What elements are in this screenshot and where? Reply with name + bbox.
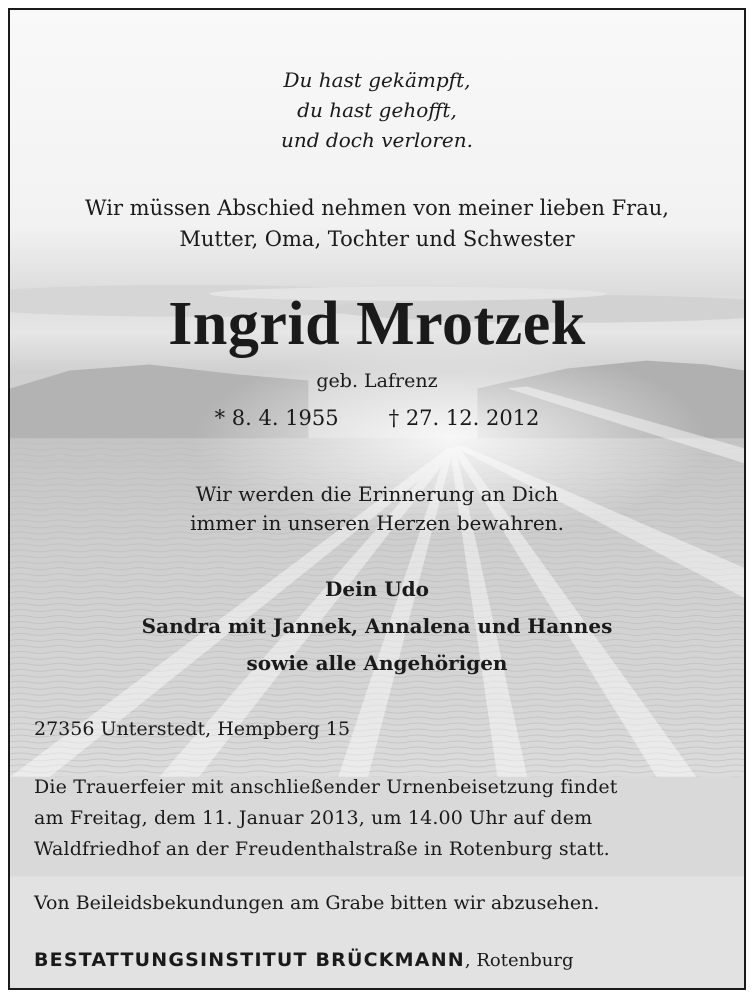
undertaker <box>34 943 573 979</box>
mourner-line: Dein Udo <box>325 577 429 601</box>
born-name: geb. Lafrenz <box>316 370 438 392</box>
undertaker-place: , Rotenburg <box>464 950 574 971</box>
address: 27356 Unterstedt, Hempberg 15 <box>34 718 351 740</box>
verse <box>10 65 744 155</box>
verse-line: und doch verloren. <box>281 128 473 152</box>
intro-line: Mutter, Oma, Tochter und Schwester <box>179 227 575 251</box>
death-date: † 27. 12. 2012 <box>388 406 540 430</box>
life-dates <box>10 403 744 433</box>
deceased-name: Ingrid Mrotzek <box>168 290 586 358</box>
memory-line: immer in unseren Herzen bewahren. <box>190 511 564 535</box>
ceremony-line: am Freitag, dem 11. Januar 2013, um 14.00 Uhr auf dem <box>34 807 593 829</box>
intro-text <box>10 193 744 255</box>
ceremony-line: Waldfriedhof an der Freudenthalstraße in Rotenburg statt. <box>34 838 610 860</box>
verse-line: du hast gehofft, <box>297 98 457 122</box>
verse-line: Du hast gekämpft, <box>283 68 471 92</box>
memory-text <box>10 480 744 538</box>
obituary-frame <box>8 8 746 990</box>
ceremony-notice <box>34 772 722 865</box>
birth-date: * 8. 4. 1955 <box>214 406 339 430</box>
undertaker-logo: BESTATTUNGSINSTITUT BRÜCKMANN <box>34 949 465 971</box>
intro-line: Wir müssen Abschied nehmen von meiner lieben Frau, <box>85 196 669 220</box>
memory-line: Wir werden die Erinnerung an Dich <box>195 482 559 506</box>
mourner-line: sowie alle Angehörigen <box>246 651 508 675</box>
mourners <box>10 571 744 682</box>
mourner-line: Sandra mit Jannek, Annalena und Hannes <box>141 614 613 638</box>
ceremony-line: Die Trauerfeier mit anschließender Urnenbeisetzung findet <box>34 776 618 798</box>
condolence-note: Von Beileidsbekundungen am Grabe bitten wir abzusehen. <box>34 892 600 914</box>
